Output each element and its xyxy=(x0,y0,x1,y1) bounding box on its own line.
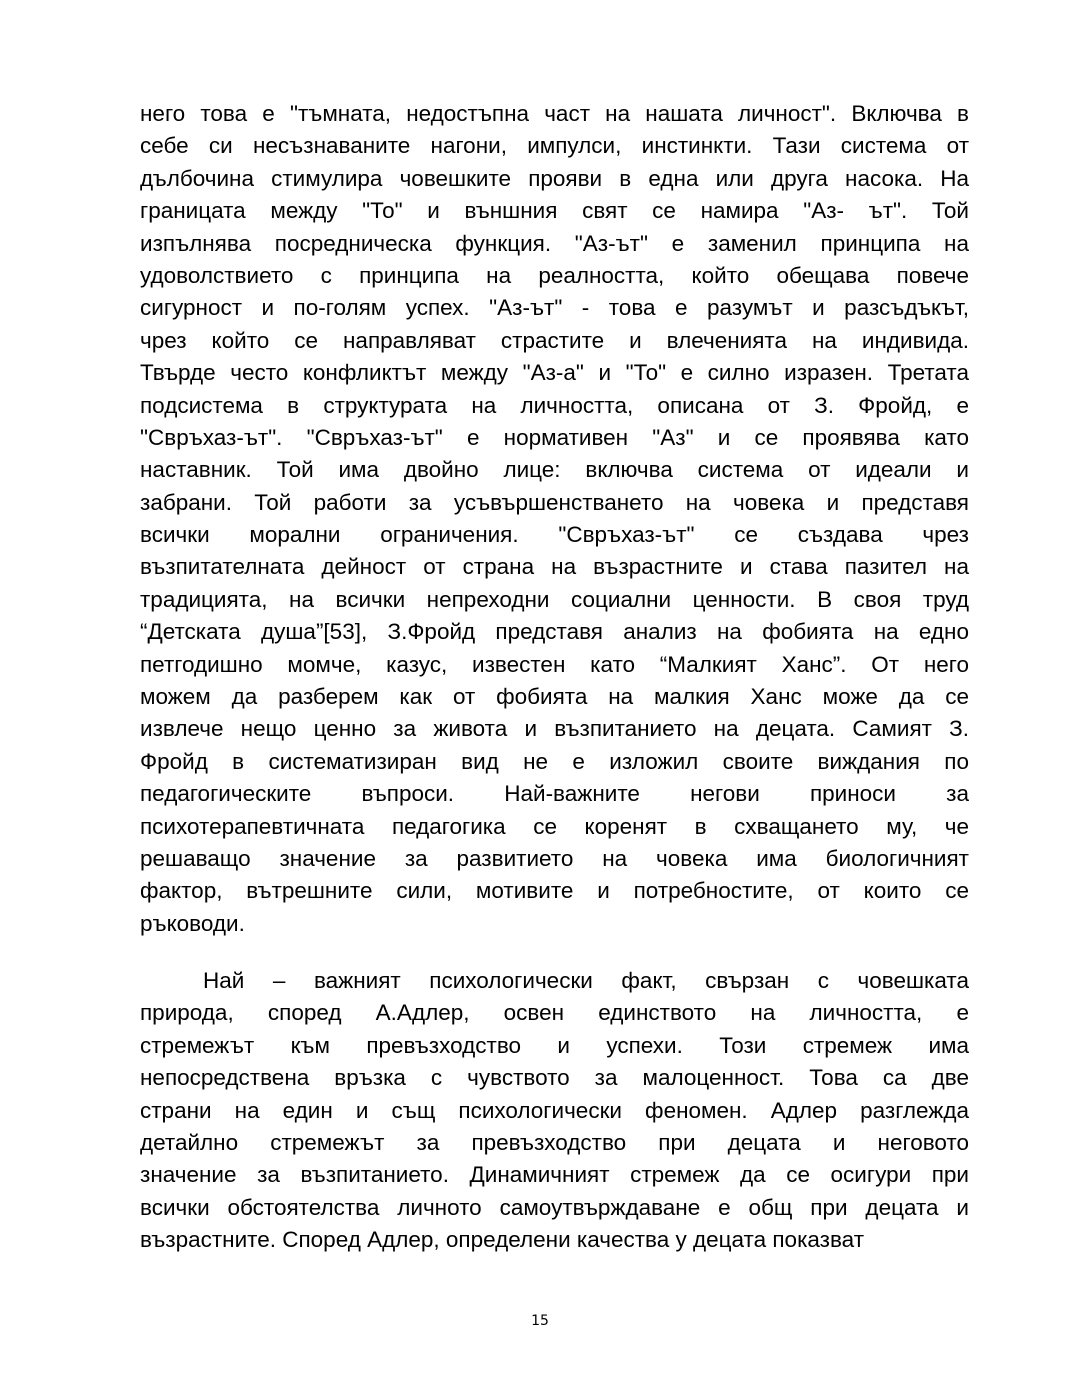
text-line: извлече нещо ценно за живота и възпитанието на децата. Самият З. xyxy=(140,716,969,742)
text-line: него това е "тъмната, недостъпна част на нашата личност". Включва в xyxy=(140,101,969,126)
text-line: удоволствието с принципа на реалността, който обещава повече xyxy=(140,262,969,288)
text-line: подсистема в структурата на личността, описана от З. Фройд, е xyxy=(140,392,969,418)
text-line: чрез който се направляват страстите и влеченията на индивида. xyxy=(140,327,969,353)
text-line: Фройд в систематизиран вид не е изложил своите виждания по xyxy=(140,748,969,774)
text-line: “Детската душа”[53], З.Фройд представя анализ на фобията на едно xyxy=(140,619,969,645)
text-line: "Свръхаз-ът". "Свръхаз-ът" е нормативен "Аз" и се проявява като xyxy=(140,424,969,450)
text-line: природа, според А.Адлер, освен единството на личността, е xyxy=(140,1000,969,1026)
text-line: педагогическите въпроси. Най-важните негови приноси за xyxy=(140,781,969,807)
text-line: детайлно стремежът за превъзходство при децата и неговото xyxy=(140,1129,969,1155)
text-line: забрани. Той работи за усъвършенстването на човека и представя xyxy=(140,489,969,515)
text-line: Най – важният психологически факт, свързан с човешката xyxy=(203,968,969,993)
text-line: границата между "То" и външния свят се намира "Аз- ът". Той xyxy=(140,198,969,224)
text-line: фактор, вътрешните сили, мотивите и потребностите, от които се xyxy=(140,878,969,904)
text-line: психотерапевтичната педагогика се коренят в схващането му, че xyxy=(140,813,969,839)
text-line: наставник. Той има двойно лице: включва система от идеали и xyxy=(140,457,969,483)
text-line: стремежът към превъзходство и успехи. Този стремеж има xyxy=(140,1032,969,1058)
text-line: решаващо значение за развитието на човека има биологичният xyxy=(140,845,969,871)
text-line: сигурност и по-голям успех. "Аз-ът" - това е разумът и разсъдъкът, xyxy=(140,295,969,321)
text-line: страни на един и същ психологически феномен. Адлер разглежда xyxy=(140,1097,969,1123)
text-line: традицията, на всички непреходни социални ценности. В своя труд xyxy=(140,586,969,612)
text-line: възрастните. Според Адлер, определени качества у децата показват xyxy=(140,1227,865,1253)
text-line: ръководи. xyxy=(140,910,245,936)
text-line: възпитателната дейност от страна на възрастните и става пазител на xyxy=(140,554,969,580)
text-line: дълбочина стимулира човешките прояви в една или друга насока. На xyxy=(140,165,969,191)
text-line: всички обстоятелства личното самоутвърждаване е общ при децата и xyxy=(140,1194,969,1220)
text-line: всички морални ограничения. "Свръхаз-ът" се създава чрез xyxy=(140,522,969,548)
text-line: Твърде често конфликтът между "Аз-а" и "То" е силно изразен. Третата xyxy=(140,360,969,386)
text-line: можем да разберем как от фобията на малкия Ханс може да се xyxy=(140,684,969,710)
text-line: непосредствена връзка с чувството за малоценност. Това са две xyxy=(140,1065,969,1091)
paragraph-2 xyxy=(140,965,969,1257)
page-number: 15 xyxy=(531,1313,549,1329)
text-line: значение за възпитанието. Динамичният стремеж да се осигури при xyxy=(140,1162,969,1188)
text-line: изпълнява посредническа функция. "Аз-ът" е заменил принципа на xyxy=(140,230,969,256)
text-line: петгодишно момче, казус, известен като “Малкият Ханс”. От него xyxy=(140,651,969,677)
paragraph-1 xyxy=(140,98,969,940)
text-line: себе си несъзнаваните нагони, импулси, инстинкти. Тази система от xyxy=(140,133,969,159)
